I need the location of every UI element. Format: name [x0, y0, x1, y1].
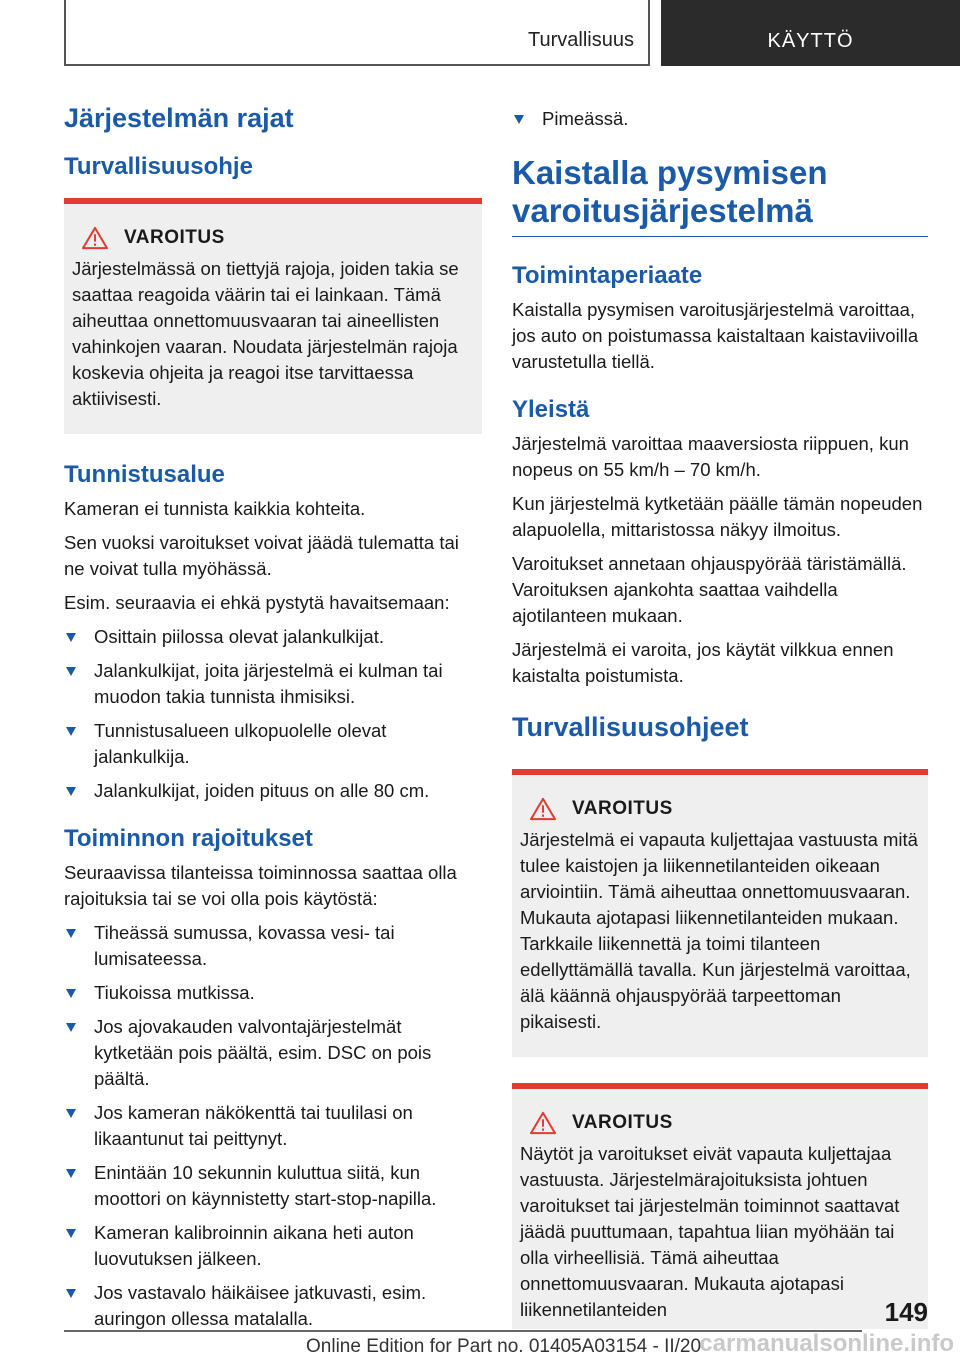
- detection-paragraph-2: Sen vuoksi varoitukset voivat jäädä tulematta tai ne voivat tulla myöhässä.: [64, 532, 459, 580]
- left-column: [64, 96, 482, 1340]
- triangle-bullet-icon: [66, 989, 76, 998]
- general-paragraph-2: Kun järjestelmä kytketään päälle tämän nopeuden alapuolella, mittaristossa näkyy ilmoitus.: [512, 492, 923, 540]
- triangle-bullet-icon: [66, 1023, 76, 1032]
- detection-paragraph-1: Kameran ei tunnista kaikkia kohteita.: [64, 498, 366, 520]
- triangle-bullet-icon: [514, 115, 524, 124]
- warning-label: VAROITUS: [572, 1111, 673, 1133]
- header-chapter-title: KÄYTTÖ: [767, 30, 854, 52]
- right-column: [512, 96, 928, 1329]
- warning-title-row: [520, 797, 920, 821]
- safety-notes-heading: Turvallisuusohjeet: [512, 711, 749, 742]
- triangle-bullet-icon: [66, 633, 76, 642]
- list-item: Jos ajovakauden valvontajärjestelmät kytketään pois päältä, esim. DSC on pois päältä.: [64, 1014, 482, 1092]
- warning-text: Järjestelmässä on tiettyjä rajoja, joiden takia se saattaa reagoida väärin tai ei lainkaan. Tämä aiheuttaa onnettomuusvaaran tai aineellisten vahinkojen vaaran. Noudata järjestelmän rajoja koskevia ohjeita ja reagoi itse tarvittaessa aktiivisesti.: [72, 258, 459, 410]
- principle-paragraph: Kaistalla pysymisen varoitusjärjestelmä varoittaa, jos auto on poistumassa kaistaltaan kaistaviivoilla varustetulla tiellä.: [512, 298, 919, 372]
- list-item: Jalankulkijat, joita järjestelmä ei kulman tai muodon takia tunnista ihmisiksi.: [64, 658, 482, 710]
- warning-triangle-icon: [528, 797, 558, 821]
- list-item: Tunnistusalueen ulkopuolelle olevat jalankulkija.: [64, 718, 482, 770]
- triangle-bullet-icon: [66, 787, 76, 796]
- warning-triangle-icon: [528, 1111, 558, 1135]
- list-item: Osittain piilossa olevat jalankulkijat.: [64, 624, 482, 650]
- list-item: Jos kameran näkökenttä tai tuulilasi on likaantunut tai peittynyt.: [64, 1100, 482, 1152]
- limits-paragraph: Seuraavissa tilanteissa toiminnossa saattaa olla rajoituksia tai se voi olla pois käytöstä:: [64, 862, 457, 910]
- safety-note-heading: Turvallisuusohje: [64, 153, 253, 181]
- detection-paragraph-3: Esim. seuraavia ei ehkä pystytä havaitsemaan:: [64, 592, 450, 614]
- system-limits-title: Järjestelmän rajat: [64, 103, 294, 133]
- warning-label: VAROITUS: [124, 227, 225, 249]
- list-item: Tiukoissa mutkissa.: [64, 980, 482, 1006]
- footer-edition: Online Edition for Part no. 01405A03154 - II/20: [306, 1336, 702, 1357]
- list-item: Tiheässä sumussa, kovassa vesi- tai lumisateessa.: [64, 920, 482, 972]
- continued-list: [512, 106, 928, 132]
- warning-box-1: [64, 198, 482, 434]
- triangle-bullet-icon: [66, 727, 76, 736]
- warning-title-row: [72, 226, 474, 250]
- warning-text: Järjestelmä ei vapauta kuljettajaa vastuusta mitä tulee kaistojen ja liikennetilanteiden oikeaan arviointiin. Tämä aiheuttaa onnettomuusvaaran. Mukauta ajotapasi liikennetilanteiden mukaan. Tarkkaile liikennettä ja toimi tilanteen edellyttämällä tavalla. Kun järjestelmä varoittaa, älä käännä ohjauspyörää tarpeettoman pikaisesti.: [520, 828, 918, 1032]
- watermark: carmanualsonline.info: [699, 1330, 954, 1357]
- warning-box-3: [512, 1083, 928, 1329]
- detection-list: [64, 624, 482, 804]
- lane-warning-title: Kaistalla pysymisen varoitusjärjestelmä: [512, 140, 928, 237]
- warning-text: Näytöt ja varoitukset eivät vapauta kuljettajaa vastuusta. Järjestelmärajoituksista johtuen varoitukset tai järjestelmän toiminnot saattavat jäädä puuttumaan, tapahtua liian myöhään tai olla virheellisiä. Tämä aiheuttaa onnettomuusvaaran. Mukauta ajotapasi liikennetilanteiden: [520, 1142, 900, 1320]
- general-heading: Yleistä: [512, 395, 590, 423]
- list-item: Jalankulkijat, joiden pituus on alle 80 cm.: [64, 778, 482, 804]
- header-section-title: Turvallisuus: [528, 29, 634, 51]
- triangle-bullet-icon: [66, 1109, 76, 1118]
- triangle-bullet-icon: [66, 667, 76, 676]
- detection-area-heading: Tunnistusalue: [64, 461, 225, 489]
- header-section-box: [64, 0, 650, 66]
- warning-title-row: [520, 1111, 920, 1135]
- function-limits-heading: Toiminnon rajoitukset: [64, 825, 313, 853]
- principle-heading: Toimintaperiaate: [512, 261, 703, 289]
- warning-triangle-icon: [80, 226, 110, 250]
- triangle-bullet-icon: [66, 1289, 76, 1298]
- general-paragraph-3: Varoitukset annetaan ohjauspyörää täristämällä. Varoituksen ajankohta saattaa vaihdella ajotilanteen mukaan.: [512, 552, 907, 626]
- general-paragraph-4: Järjestelmä ei varoita, jos käytät vilkkua ennen kaistalta poistumista.: [512, 638, 894, 686]
- triangle-bullet-icon: [66, 1169, 76, 1178]
- limits-list: [64, 920, 482, 1332]
- general-paragraph-1: Järjestelmä varoittaa maaversiosta riippuen, kun nopeus on 55 km/h – 70 km/h.: [512, 432, 909, 480]
- page-number: 149: [884, 1297, 928, 1327]
- header-chapter-box: [661, 0, 960, 66]
- triangle-bullet-icon: [66, 1229, 76, 1238]
- triangle-bullet-icon: [66, 929, 76, 938]
- list-item: Jos vastavalo häikäisee jatkuvasti, esim. auringon ollessa matalalla.: [64, 1280, 482, 1332]
- list-item: Pimeässä.: [512, 106, 928, 132]
- list-item: Enintään 10 sekunnin kuluttua siitä, kun moottori on käynnistetty start-stop-napilla.: [64, 1160, 482, 1212]
- list-item: Kameran kalibroinnin aikana heti auton luovutuksen jälkeen.: [64, 1220, 482, 1272]
- warning-label: VAROITUS: [572, 797, 673, 819]
- warning-box-2: [512, 769, 928, 1057]
